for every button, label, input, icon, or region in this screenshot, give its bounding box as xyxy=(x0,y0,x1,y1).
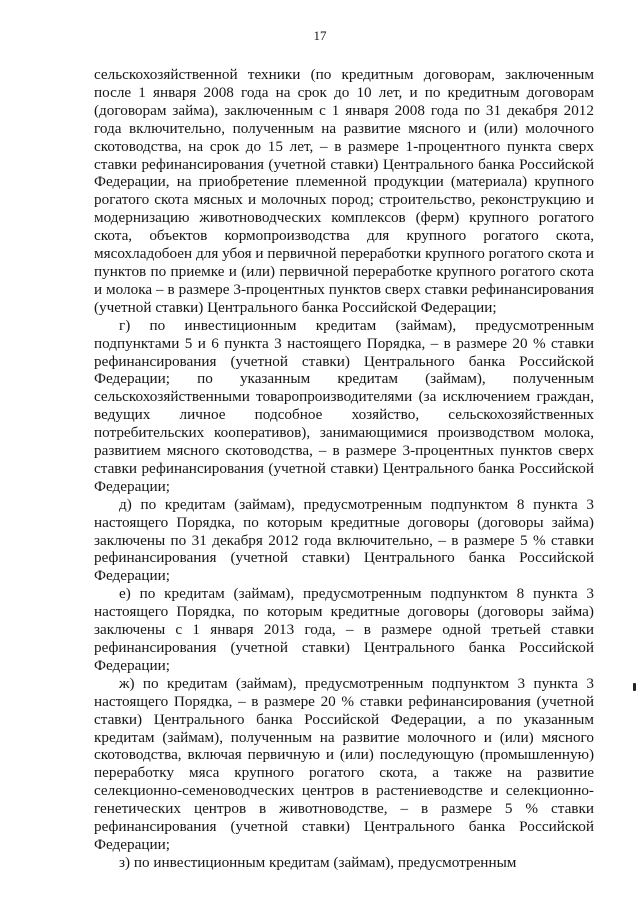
scan-artifact-mark xyxy=(633,683,636,691)
paragraph-continuation: сельскохозяйственной техники (по кредитным договорам, заключенным после 1 января 2008 года на срок до 10 лет, и по кредитным договорам (договорам займа), заключенным с 1 января 2008 года по 31 декабря 2012 года включительно, полученным на развитие мясного и (или) молочного скотоводства, на срок до 15 лет, – в размере 1-процентного пункта сверх ставки рефинансирования (учетной ставки) Центрального банка Российской Федерации, на приобретение племенной продукции (материала) крупного рогатого скота мясных и молочных пород; строительство, реконструкцию и модернизацию животноводческих комплексов (ферм) крупного рогатого скота, объектов кормопроизводства для крупного рогатого скота, мясохладобоен для убоя и первичной переработки крупного рогатого скота и пунктов по приемке и (или) первичной переработке крупного рогатого скота и молока – в размере 3-процентных пунктов сверх ставки рефинансирования (учетной ставки) Центрального банка Российской Федерации; xyxy=(94,66,594,316)
paragraph-item-g: г) по инвестиционным кредитам (займам), предусмотренным подпунктами 5 и 6 пункта 3 настоящего Порядка, – в размере 20 % ставки рефинансирования (учетной ставки) Центрального банка Российской Федерации; по указанным кредитам (займам), полученным сельскохозяйственными товаропроизводителями (за исключением граждан, ведущих личное подсобное хозяйство, сельскохозяйственных потребительских кооперативов), занимающимися производством молока, развитием мясного скотоводства, – в размере 3-процентных пунктов сверх ставки рефинансирования (учетной ставки) Центрального банка Российской Федерации; xyxy=(94,316,594,495)
paragraph-item-e: е) по кредитам (займам), предусмотренным подпунктом 8 пункта 3 настоящего Порядка, по которым кредитные договоры (договоры займа) заключены с 1 января 2013 года, – в размере одной третьей ставки рефинансирования (учетной ставки) Центрального банка Российской Федерации; xyxy=(94,585,594,674)
page-number: 17 xyxy=(313,28,327,43)
document-body xyxy=(94,66,594,872)
paragraph-item-z: з) по инвестиционным кредитам (займам), предусмотренным xyxy=(119,853,517,871)
paragraph-item-zh: ж) по кредитам (займам), предусмотренным подпунктом 3 пункта 3 настоящего Порядка, – в размере 20 % ставки рефинансирования (учетной ставки) Центрального банка Российской Федерации, а по указанным кредитам (займам), полученным на развитие молочного и (или) мясного скотоводства, включая первичную и (или) последующую (промышленную) переработку мяса крупного рогатого скота, а также на развитие селекционно-семеноводческих центров в растениеводстве и селекционно-генетических центров в животноводстве, – в размере 5 % ставки рефинансирования (учетной ставки) Центрального банка Российской Федерации; xyxy=(94,674,594,853)
paragraph-item-d: д) по кредитам (займам), предусмотренным подпунктом 8 пункта 3 настоящего Порядка, по которым кредитные договоры (договоры займа) заключены по 31 декабря 2012 года включительно, – в размере 5 % ставки рефинансирования (учетной ставки) Центрального банка Российской Федерации; xyxy=(94,495,594,585)
